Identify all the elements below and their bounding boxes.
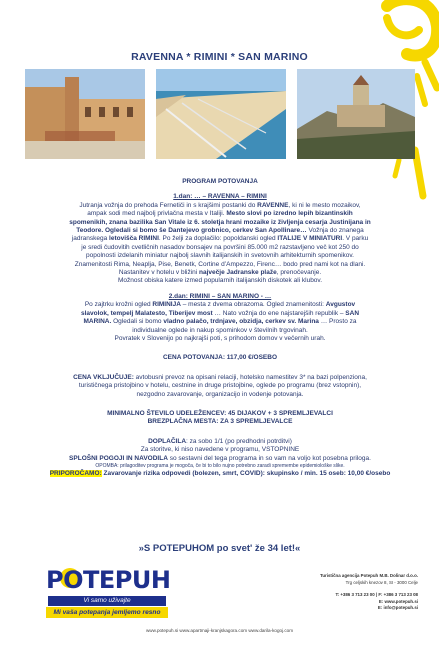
agency-address: Trg celjskih knezov 8, SI - 3000 Celje: [345, 579, 418, 585]
day1-line: Teodore. Ogledali si bomo še Dantejevo grobnico, cerkev San Apollinare… Vožnja do znanega: [76, 227, 364, 235]
includes-line: turističnega pristojbino v hotelu, cestnine in druge pristojbine, oglede po programu (brez vstopnin),: [78, 382, 362, 390]
agency-phone: T: +386 3 713 23 00 | F: +386 3 713 23 08: [335, 592, 418, 598]
day1-line: jadranskega letovišča RIMINI. Po želji za doplačilo: popoldanski ogled ITALIJE V MINIATURI. V parku: [71, 235, 369, 243]
san-marino-photo: [297, 69, 415, 159]
includes-line: nezgodno zavarovanje, organizacijo in vodenje potovanja.: [136, 390, 304, 398]
note: OPOMBA: prilagoditev programa je mogoča, če bi to bilo nujno potrebno zaradi spremembe epidemiološke slike.: [95, 462, 345, 469]
includes-line: CENA VKLJUČUJE: avtobusni prevoz na opisani relaciji, hotelsko namestitev 3* na bazi polpenziona,: [73, 373, 367, 381]
day1-heading: 1.dan: … – RAVENNA – RIMINI: [173, 193, 267, 201]
day1-line: popolnosti izdelanih miniatur najbolj slavnih italijanskih in svetovnih arhitekturnih spomenikov.: [86, 252, 354, 260]
general-terms: SPLOŠNI POGOJI IN NAVODILA so sestavni del tega programa in so vam na voljo kot posebna priloga.: [69, 454, 371, 462]
day2-line: Po zajtrku krožni ogled RIMINIJA – mesta z dvema obrazoma. Ogled znamenitosti: Avgustov: [84, 301, 356, 309]
extra-line: Za storitve, ki niso navedene v programu, VSTOPNINE: [140, 446, 300, 454]
day1-line: Znamenitosti Rima, Neaplja, Pise, Benetk, Cortine d’Ampezzo, Firenc… bodo pred nami kot na dlani.: [74, 260, 366, 268]
day1-line: Nastanitev v hotelu v bližini največje Jadranske plaže, prenočevanje.: [118, 269, 322, 277]
extra-line: DOPLAČILA: za sobo 1/1 (po predhodni potrditvi): [148, 437, 292, 445]
ravenna-photo: [25, 69, 145, 159]
agency-contact: [268, 573, 418, 612]
recommend: PRIPOROČAMO: Zavarovanje rizika odpovedi (bolezen, smrt, COVID): skupinsko / min. 15 oseb: 10,00 €/osebo: [49, 469, 391, 477]
day2-line: Povratek v Slovenijo po najkrajši poti, s prihodom domov v večernih urah.: [114, 334, 326, 342]
day1-line: je sredi čudovitih cvetličnih nasadov bonsajev na površini 85.000 m2 razstavljeno več kot 250 do: [81, 243, 359, 251]
slogan: »S POTEPUHOM po svet' že 34 let!«: [138, 543, 301, 554]
agency-website[interactable]: E: www.potepuh.si: [378, 598, 418, 604]
potepuh-logo: [46, 566, 171, 626]
logo-tagline-2: Mi vaša potepanja jemljemo resno: [46, 607, 168, 618]
day1-line: spomenikih, znana bazilika San Vitale iz 6. stoletja hrani mozaike iz življenja cesarja Justinijana in: [69, 218, 371, 226]
program-text: [34, 178, 406, 478]
rimini-beach-photo: [156, 69, 286, 159]
day2-line: individualne oglede in nakup spominkov v številnih trgovinah.: [132, 326, 308, 334]
day2-line: slavolok, tempelj Malatesto, Tiberijev most … Nato vožnja do ene najstarejših republik – SAN: [80, 309, 360, 317]
price: CENA POTOVANJA: 117,00 €/OSEBO: [162, 354, 278, 362]
day2-heading: 2.dan: RIMINI – SAN MARINO - …: [168, 292, 272, 300]
logo-wordmark: POTEPUH: [46, 566, 171, 594]
day1-line: Jutranja vožnja do prehoda Fernetiči in s krajšimi postanki do RAVENNE, ki ni le mesto mozaikov,: [79, 201, 361, 209]
photo-strip: [25, 69, 415, 159]
agency-name: Turistična agencija Potepuh M.B. Dolinar d.o.o.: [320, 573, 418, 578]
free-places: BREZPLAČNA MESTA: ZA 3 SPREMLJEVALCE: [147, 418, 293, 426]
agency-email[interactable]: E: info@potepuh.si: [377, 605, 418, 611]
minimum-participants: MINIMALNO ŠTEVILO UDELEŽENCEV: 45 DIJAKOV + 3 SPREMLJEVALCI: [107, 409, 333, 417]
logo-tagline-1: Vi samo uživajte: [48, 596, 166, 606]
day1-line: Možnost obiska katere izmed popularnih italijanskih diskotek ali klubov.: [117, 277, 322, 285]
footer-links[interactable]: www.potepuh.si www.apartmaji-kranjskagora.com www.darila-kogoj.com: [145, 628, 294, 633]
day1-line: ampak sodi med najbolj privlačna mesta v Italiji. Mesto slovi po izredno lepih bizantinskih: [87, 210, 353, 218]
page-title: RAVENNA * RIMINI * SAN MARINO: [131, 51, 308, 63]
program-heading: PROGRAM POTOVANJA: [182, 178, 258, 185]
day2-line: MARINA. Ogledali si bomo vladno palačo, trdnjave, obzidja, cerkev sv. Marina … Prosto za: [83, 318, 357, 326]
